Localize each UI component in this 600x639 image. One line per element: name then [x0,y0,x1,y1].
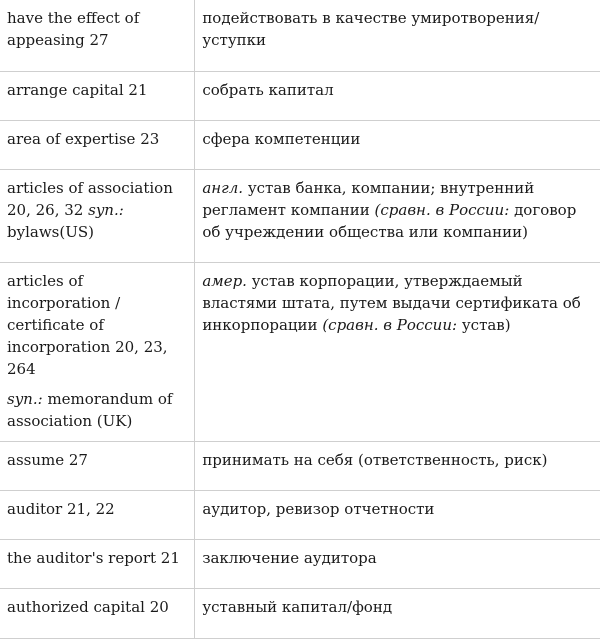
definition-text: аудитор, ревизор отчетности [202,499,435,518]
definition-text: устав банка, компании; внутренний регламент компании [202,178,535,219]
term-cell [0,120,195,169]
comparison-label: (сравн. в России: [322,315,458,334]
term-text: auditor 21, 22 [7,499,115,518]
definition-cell [195,441,600,490]
comparison-text: устав) [461,315,511,334]
term-text: articles of incorporation / certificate of incorporation 20, 23, 264 [7,271,168,378]
definition-cell [195,120,600,169]
definition-text: устав корпорации, утверждаемый властями штата, путем выдачи сертификата об инкорпорации [202,271,581,334]
synonym-label: syn.: [7,389,43,408]
term-cell [0,71,195,120]
table-row [0,262,600,441]
term-text: assume 27 [7,450,88,469]
definition-text: заключение аудитора [202,548,377,567]
term-cell [0,169,195,262]
definition-text: уставный капитал/фонд [202,597,393,616]
synonym-label: syn.: [88,200,124,219]
table-row [0,539,600,588]
table-row [0,441,600,490]
table-row [0,588,600,638]
term-text: arrange capital 21 [7,80,148,99]
table-row [0,169,600,262]
definition-cell [195,262,600,441]
term-cell [0,262,195,441]
definition-text: принимать на себя (ответственность, риск) [202,450,548,469]
synonym-text: bylaws(US) [7,222,94,241]
term-text: articles of association 20, 26, 32 [7,178,173,219]
term-text: have the effect of appeasing 27 [7,9,140,49]
term-cell [0,588,195,638]
definition-prefix: амер. [202,271,247,290]
term-text: area of expertise 23 [7,129,160,148]
table-row [0,490,600,539]
term-text: the auditor's report 21 [7,548,180,567]
synonym-text: memorandum of association (UK) [7,389,173,430]
comparison-label: (сравн. в России: [374,200,510,219]
term-cell [0,490,195,539]
definition-cell [195,0,600,71]
table-row [0,71,600,120]
definition-cell [195,71,600,120]
definition-text: собрать капитал [202,80,334,99]
definition-prefix: англ. [202,178,244,197]
definition-cell [195,490,600,539]
definition-cell [195,588,600,638]
term-cell [0,539,195,588]
comparison-text: договор об учреждении общества или компании) [202,200,577,241]
definition-text: сфера компетенции [202,129,361,148]
term-text: authorized capital 20 [7,597,169,616]
definition-text: подействовать в качестве умиротворения/уступки [202,9,540,49]
definition-cell [195,539,600,588]
term-cell [0,441,195,490]
table-row [0,0,600,71]
term-cell [0,0,195,71]
definition-cell [195,169,600,262]
table-row [0,120,600,169]
